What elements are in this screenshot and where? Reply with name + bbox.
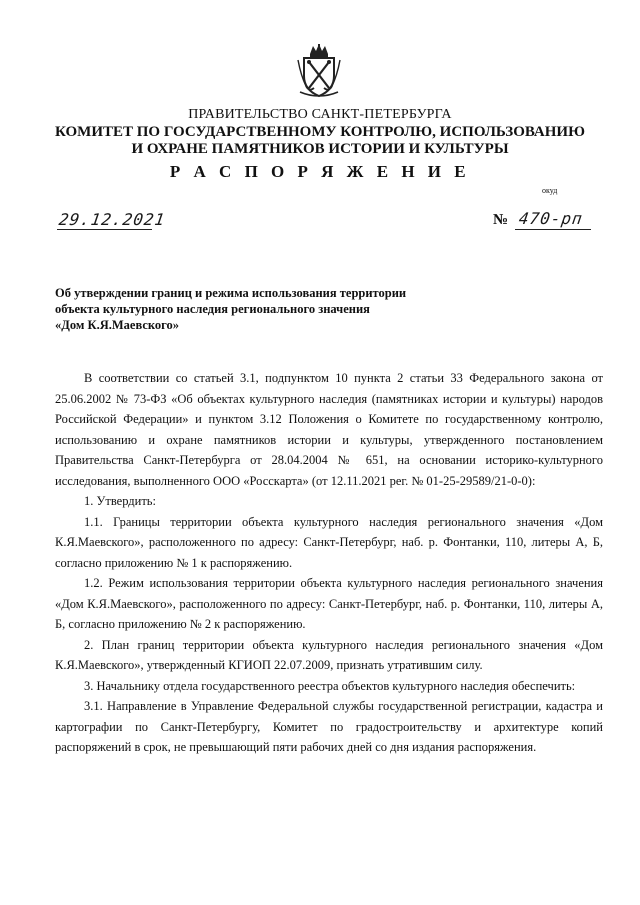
number-field (493, 209, 591, 233)
committee-title-line1: КОМИТЕТ ПО ГОСУДАРСТВЕННОМУ КОНТРОЛЮ, ИСПОЛЬЗОВАНИЮ (55, 124, 585, 140)
date-field (57, 209, 167, 233)
coat-of-arms-icon (296, 42, 342, 98)
paragraph-1-1: 1.1. Границы территории объекта культурного наследия регионального значения «Дом К.Я.Маевского», расположенного по адресу: Санкт-Петербург, наб. р. Фонтанки, 110, литеры А, Б, согласно приложению № 1 к распоряжению. (55, 514, 603, 570)
paragraph-2: 2. План границ территории объекта культурного наследия регионального значения «Дом К.Я.Маевского», утвержденный КГИОП 22.07.2009, признать утратившим силу. (55, 637, 603, 672)
government-title: ПРАВИТЕЛЬСТВО САНКТ-ПЕТЕРБУРГА (188, 107, 452, 122)
number-sign: № (493, 212, 509, 228)
number-value: 470-рп (517, 209, 585, 228)
number-underline (515, 229, 591, 230)
committee-title-line2: И ОХРАНЕ ПАМЯТНИКОВ ИСТОРИИ И КУЛЬТУРЫ (131, 141, 509, 157)
date-underline (57, 229, 152, 230)
document-type: Р А С П О Р Я Ж Е Н И Е (169, 162, 471, 181)
paragraph-3: 3. Начальнику отдела государственного реестра объектов культурного наследия обеспечить: (84, 678, 576, 693)
document-body (55, 368, 603, 758)
paragraph-1-2: 1.2. Режим использования территории объекта культурного наследия регионального значения «Дом К.Я.Маевского», расположенного по адресу: Санкт-Петербург, наб. р. Фонтанки, 110, литеры А, Б, согласно приложению № 2 к распоряжению. (55, 576, 603, 631)
document-subject (55, 285, 435, 333)
committee-title (0, 124, 640, 158)
okud-label: окуд (542, 186, 558, 195)
paragraph-3-1: 3.1. Направление в Управление Федеральной службы государственной регистрации, кадастра и картографии по Санкт-Петербургу, Комитет по градостроительству и архитектуре копий распоряжений в срок, не превышающий пяти рабочих дней со дня издания распоряжения. (55, 699, 603, 754)
paragraph-preamble: В соответствии со статьей 3.1, подпунктом 10 пункта 2 статьи 33 Федерального закона от 25.06.2002 № 73-ФЗ «Об объектах культурного наследия (памятниках истории и культуры) народов Российской Федерации» и пунктом 3.12 Положения о Комитете по государственному контролю, использованию и охране памятников истории и культуры, утвержденного постановлением Правительства Санкт-Петербурга от 28.04.2004 № 651, на основании историко-культурного исследования, выполненного ООО «Росскарта» (от 12.11.2021 рег. № 01-25-29589/21-0-0): (55, 371, 603, 488)
subject-line1: Об утверждении границ и режима использования территории (55, 286, 407, 300)
subject-line2: объекта культурного наследия регионального значения (55, 302, 370, 316)
date-value: 29.12.2021 (57, 210, 167, 229)
paragraph-1: 1. Утвердить: (84, 494, 156, 508)
subject-line3: «Дом К.Я.Маевского» (55, 318, 180, 332)
